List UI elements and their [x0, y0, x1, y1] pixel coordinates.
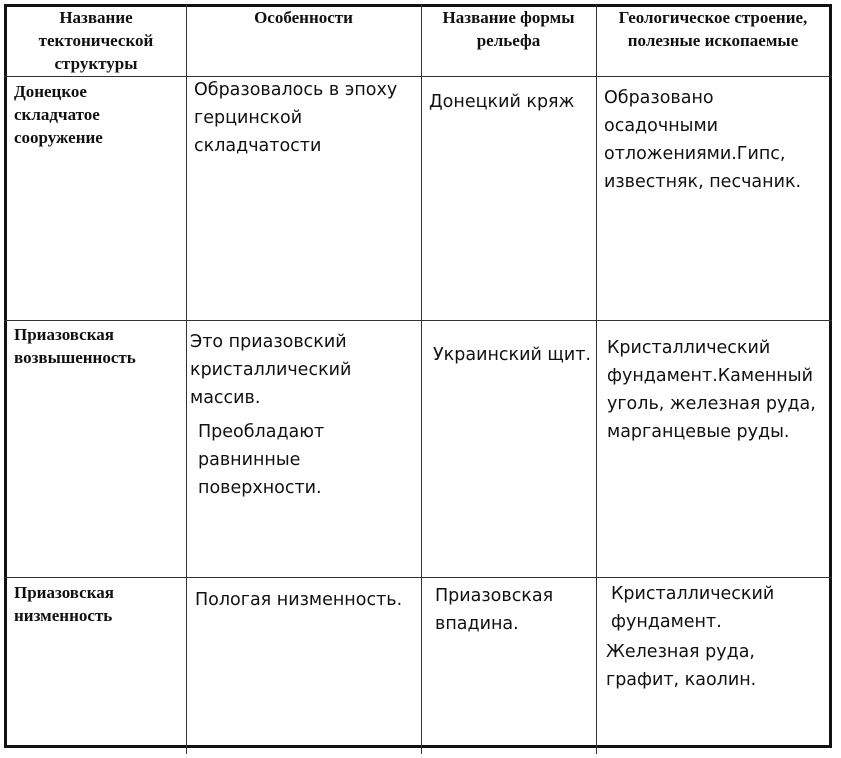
row3-features: Пологая низменность.: [195, 590, 403, 610]
row2-features: Это приазовский кристаллический массив.: [190, 332, 352, 408]
header-landform: Название формы рельефа: [442, 8, 575, 50]
row3-structure: Приазовская низменность: [14, 583, 114, 625]
row1-landform: Донецкий кряж: [429, 92, 575, 112]
row1-features: Образовалось в эпоху герцинской складчатости: [194, 80, 398, 156]
header-structure: Название тектонической структуры: [38, 8, 154, 73]
column-divider-2: [421, 4, 422, 754]
row2-structure: Приазовская возвышенность: [14, 325, 136, 367]
row2-features-extra: Преобладают равнинные поверхности.: [198, 422, 325, 498]
column-divider-1: [186, 4, 187, 754]
row3-geology-extra: Железная руда, графит, каолин.: [606, 642, 757, 690]
header-geology: Геологическое строение, полезные ископаемые: [618, 8, 808, 50]
header-row-divider: [4, 76, 832, 77]
column-divider-3: [596, 4, 597, 754]
row3-geology: Кристаллический фундамент.: [611, 584, 775, 632]
row-divider-1: [4, 320, 832, 321]
header-features: Особенности: [254, 8, 353, 27]
row1-structure: Донецкое складчатое сооружение: [14, 82, 103, 147]
row2-geology: Кристаллический фундамент.Каменный уголь, железная руда, марганцевые руды.: [607, 338, 816, 442]
row-divider-2: [4, 577, 832, 578]
row1-geology: Образовано осадочными отложениями.Гипс, известняк, песчаник.: [604, 88, 802, 192]
row2-landform: Украинский щит.: [433, 345, 591, 365]
row3-landform: Приазовская впадина.: [435, 586, 554, 634]
